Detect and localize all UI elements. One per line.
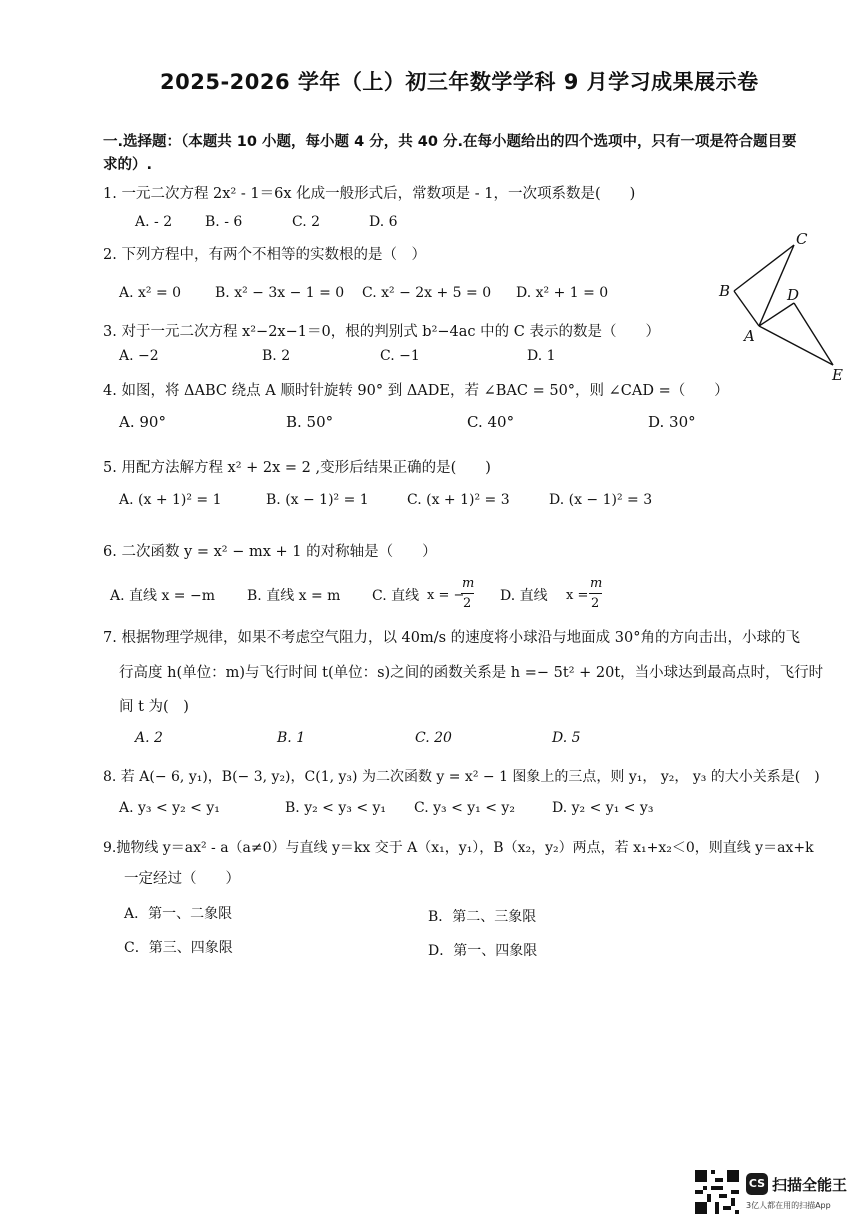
- q1-option-a: A. - 2: [135, 214, 173, 230]
- q7-option-d: D. 5: [552, 730, 581, 746]
- q5-option-a: A. (x + 1)² = 1: [119, 492, 222, 508]
- label-d: D: [787, 286, 800, 304]
- q7-option-b: B. 1: [277, 730, 306, 746]
- label-b: B: [719, 282, 731, 300]
- question-2-stem: 2. 下列方程中，有两个不相等的实数根的是（ ）: [103, 247, 426, 263]
- section-header-line2: 求的）.: [103, 157, 153, 173]
- q7-option-a: A. 2: [135, 730, 163, 746]
- q4-option-b: B. 50°: [286, 413, 334, 431]
- q6-option-b: B. 直线 x = m: [247, 588, 341, 604]
- segment-ba: [734, 291, 759, 326]
- q6-c-denominator: 2: [463, 596, 472, 611]
- q7-option-c: C. 20: [415, 730, 452, 746]
- q9-option-c: C．第三、四象限: [124, 940, 233, 956]
- q4-option-d: D. 30°: [648, 413, 696, 431]
- q3-option-b: B. 2: [262, 348, 291, 364]
- figure-lines: [734, 245, 833, 365]
- camscanner-app-name: 扫描全能王: [772, 1176, 848, 1194]
- camscanner-logo-icon: CS: [746, 1173, 768, 1195]
- q6-d-denominator: 2: [591, 596, 600, 611]
- q2-option-c: C. x² − 2x + 5 = 0: [362, 285, 492, 301]
- segment-ae: [759, 326, 833, 365]
- label-e: E: [832, 366, 843, 384]
- q3-option-d: D. 1: [527, 348, 556, 364]
- label-c: C: [796, 230, 808, 248]
- question-4-stem: 4. 如图，将 ΔABC 绕点 A 顺时针旋转 90° 到 ΔADE，若 ∠BAC = 50°，则 ∠CAD =（ ）: [103, 383, 729, 399]
- q5-option-b: B. (x − 1)² = 1: [266, 492, 369, 508]
- label-a: A: [744, 327, 755, 345]
- q9-option-a: A．第一、二象限: [124, 906, 233, 922]
- question-9-stem-line2: 一定经过（ ）: [124, 871, 240, 887]
- question-5-stem: 5. 用配方法解方程 x² + 2x = 2 ,变形后结果正确的是( ): [103, 460, 491, 476]
- q1-option-d: D. 6: [369, 214, 398, 230]
- q8-option-b: B. y₂ < y₃ < y₁: [285, 800, 387, 816]
- camscanner-tagline: 3亿人都在用的扫描App: [746, 1201, 831, 1210]
- q6-d-numerator: m: [590, 576, 603, 591]
- q6-option-d: D. 直线: [500, 588, 548, 604]
- q4-option-a: A. 90°: [119, 413, 166, 431]
- q1-option-b: B. - 6: [205, 214, 243, 230]
- q9-option-d: D．第一、四象限: [428, 943, 538, 959]
- q8-option-d: D. y₂ < y₁ < y₃: [552, 800, 654, 816]
- q5-option-d: D. (x − 1)² = 3: [549, 492, 653, 508]
- question-1-stem: 1. 一元二次方程 2x² - 1＝6x 化成一般形式后，常数项是 - 1，一次项系数是( ): [103, 186, 636, 202]
- q3-option-a: A. −2: [119, 348, 159, 364]
- q2-option-d: D. x² + 1 = 0: [516, 285, 609, 301]
- triangle-rotation-figure: [712, 228, 852, 388]
- section-header-line1: 一.选择题：（本题共 10 小题，每小题 4 分，共 40 分.在每小题给出的四个选项中，只有一项是符合题目要: [103, 134, 797, 150]
- q6-d-lhs: x =: [566, 588, 589, 603]
- q5-option-c: C. (x + 1)² = 3: [407, 492, 510, 508]
- q9-option-b: B．第二、三象限: [428, 909, 537, 925]
- question-9-stem-line1: 9.抛物线 y＝ax² - a（a≠0）与直线 y＝kx 交于 A（x₁，y₁），B（x₂，y₂）两点，若 x₁+x₂＜0，则直线 y＝ax+k: [103, 840, 814, 856]
- q6-c-lhs: x = −: [427, 588, 465, 603]
- question-7-stem-line1: 7. 根据物理学规律，如果不考虑空气阻力，以 40m/s 的速度将小球沿与地面成 30°角的方向击出，小球的飞: [103, 630, 800, 646]
- q4-option-c: C. 40°: [467, 413, 515, 431]
- q2-option-a: A. x² = 0: [119, 285, 182, 301]
- segment-bc: [734, 245, 794, 291]
- question-7-stem-line3: 间 t 为( ): [119, 699, 189, 715]
- q6-option-c: C. 直线: [372, 588, 420, 604]
- qr-code-icon: [695, 1170, 739, 1214]
- question-7-stem-line2: 行高度 h(单位：m)与飞行时间 t(单位：s)之间的函数关系是 h =− 5t² + 20t，当小球达到最高点时，飞行时: [119, 665, 824, 681]
- q6-c-numerator: m: [462, 576, 475, 591]
- exam-title: 2025-2026 学年（上）初三年数学学科 9 月学习成果展示卷: [160, 70, 759, 94]
- q6-d-fraction-bar: [589, 593, 602, 594]
- q2-option-b: B. x² − 3x − 1 = 0: [215, 285, 345, 301]
- q8-option-a: A. y₃ < y₂ < y₁: [119, 800, 220, 816]
- q1-option-c: C. 2: [292, 214, 321, 230]
- q3-option-c: C. −1: [380, 348, 420, 364]
- q8-option-c: C. y₃ < y₁ < y₂: [414, 800, 515, 816]
- q6-c-fraction-bar: [461, 593, 474, 594]
- question-8-stem: 8. 若 A(− 6, y₁)，B(− 3, y₂)，C(1, y₃) 为二次函数 y = x² − 1 图象上的三点，则 y₁， y₂， y₃ 的大小关系是( ): [103, 769, 820, 785]
- question-3-stem: 3. 对于一元二次方程 x²−2x−1＝0，根的判别式 b²−4ac 中的 C 表示的数是（ ）: [103, 324, 660, 340]
- q6-option-a: A. 直线 x = −m: [110, 588, 215, 604]
- question-6-stem: 6. 二次函数 y = x² − mx + 1 的对称轴是（ ）: [103, 544, 437, 560]
- segment-de: [794, 303, 833, 365]
